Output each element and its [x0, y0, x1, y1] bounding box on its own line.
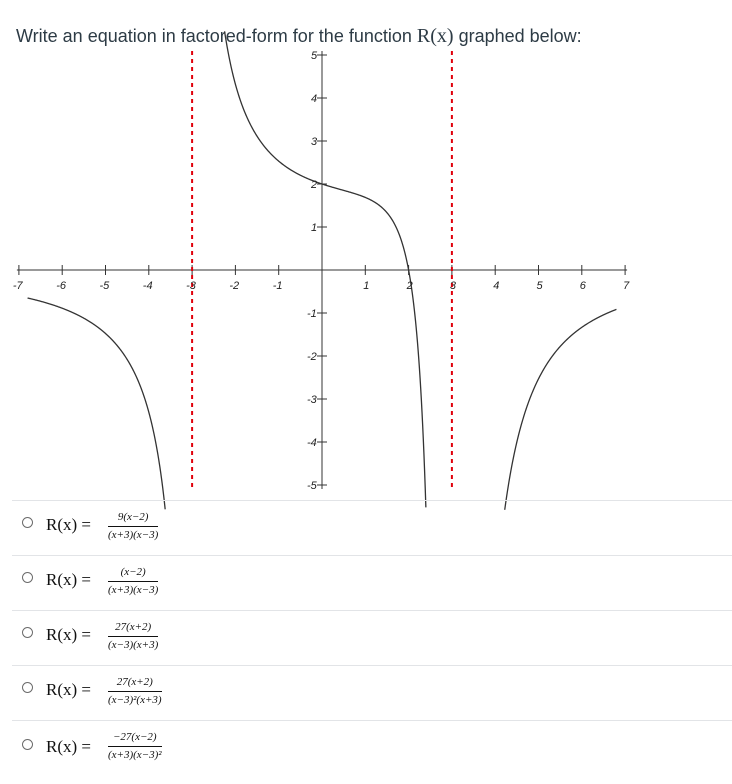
function-graph — [0, 50, 732, 492]
question-function: R(x) — [416, 25, 454, 47]
y-tick-label: -1 — [307, 308, 317, 320]
graph-axes — [17, 51, 627, 489]
x-tick-label: -1 — [272, 280, 283, 292]
answer-fraction-2 — [108, 566, 158, 597]
answer-numerator-1: 9(x−2) — [117, 511, 149, 523]
curve-right-branch — [505, 309, 617, 509]
y-tick-label: -4 — [307, 437, 317, 449]
x-tick-label: 4 — [493, 280, 500, 292]
radio-button-2[interactable] — [22, 572, 33, 583]
y-tick-label: 4 — [311, 93, 318, 105]
x-tick-label: 6 — [579, 280, 586, 292]
answer-fraction-1 — [108, 511, 158, 542]
answer-numerator-3: 27(x+2) — [115, 621, 152, 633]
answer-lhs-5: R(x) = — [46, 737, 91, 756]
answer-choice-2[interactable] — [12, 555, 732, 610]
answer-lhs-1: R(x) = — [46, 515, 91, 534]
answer-lhs-2: R(x) = — [46, 570, 91, 589]
question-prefix: Write an equation in factored-form for the function — [16, 26, 417, 46]
answer-lhs-3: R(x) = — [46, 625, 91, 644]
x-tick-label: 1 — [363, 280, 370, 292]
answer-denominator-3: (x−3)(x+3) — [108, 636, 158, 652]
answer-fraction-4 — [108, 676, 162, 707]
curve-middle-branch — [225, 31, 426, 507]
answer-choice-1[interactable] — [12, 500, 732, 555]
x-tick-label: -4 — [142, 280, 153, 292]
answer-numerator-2: (x−2) — [120, 566, 146, 578]
x-tick-label: -5 — [99, 280, 110, 292]
answer-fraction-3 — [108, 621, 158, 652]
answer-choice-3[interactable] — [12, 610, 732, 665]
y-tick-label: -3 — [307, 394, 317, 406]
x-tick-label: 7 — [623, 280, 630, 292]
radio-button-5[interactable] — [22, 739, 33, 750]
y-tick-label: 2 — [311, 179, 318, 191]
x-tick-label: -2 — [229, 280, 240, 292]
radio-button-4[interactable] — [22, 682, 33, 693]
answer-denominator-4: (x−3)²(x+3) — [108, 691, 162, 707]
curve-left-branch — [28, 298, 166, 509]
x-tick-label: 5 — [536, 280, 543, 292]
answer-numerator-5: −27(x−2) — [113, 731, 157, 743]
answer-denominator-5: (x+3)(x−3)² — [108, 746, 162, 762]
answer-numerator-4: 27(x+2) — [116, 676, 153, 688]
answer-lhs-4: R(x) = — [46, 680, 91, 699]
x-tick-label: -7 — [12, 280, 23, 292]
x-tick-label: -6 — [56, 280, 66, 292]
y-tick-label: -2 — [307, 351, 317, 363]
y-tick-label: 3 — [311, 136, 318, 148]
radio-button-3[interactable] — [22, 627, 33, 638]
y-tick-label: -5 — [307, 480, 317, 492]
answer-fraction-5 — [108, 731, 162, 762]
y-tick-label: 1 — [311, 222, 318, 234]
x-tick-label: 2 — [406, 280, 413, 292]
x-tick-label: -3 — [186, 280, 196, 292]
question-text — [16, 22, 716, 50]
answer-choice-4[interactable] — [12, 665, 732, 720]
answer-denominator-1: (x+3)(x−3) — [108, 526, 158, 542]
y-tick-label: 5 — [311, 50, 318, 62]
answer-denominator-2: (x+3)(x−3) — [108, 581, 158, 597]
answer-choice-5[interactable] — [12, 720, 732, 775]
radio-button-1[interactable] — [22, 517, 33, 528]
question-suffix: graphed below: — [453, 26, 582, 46]
x-tick-label: 3 — [449, 280, 457, 292]
